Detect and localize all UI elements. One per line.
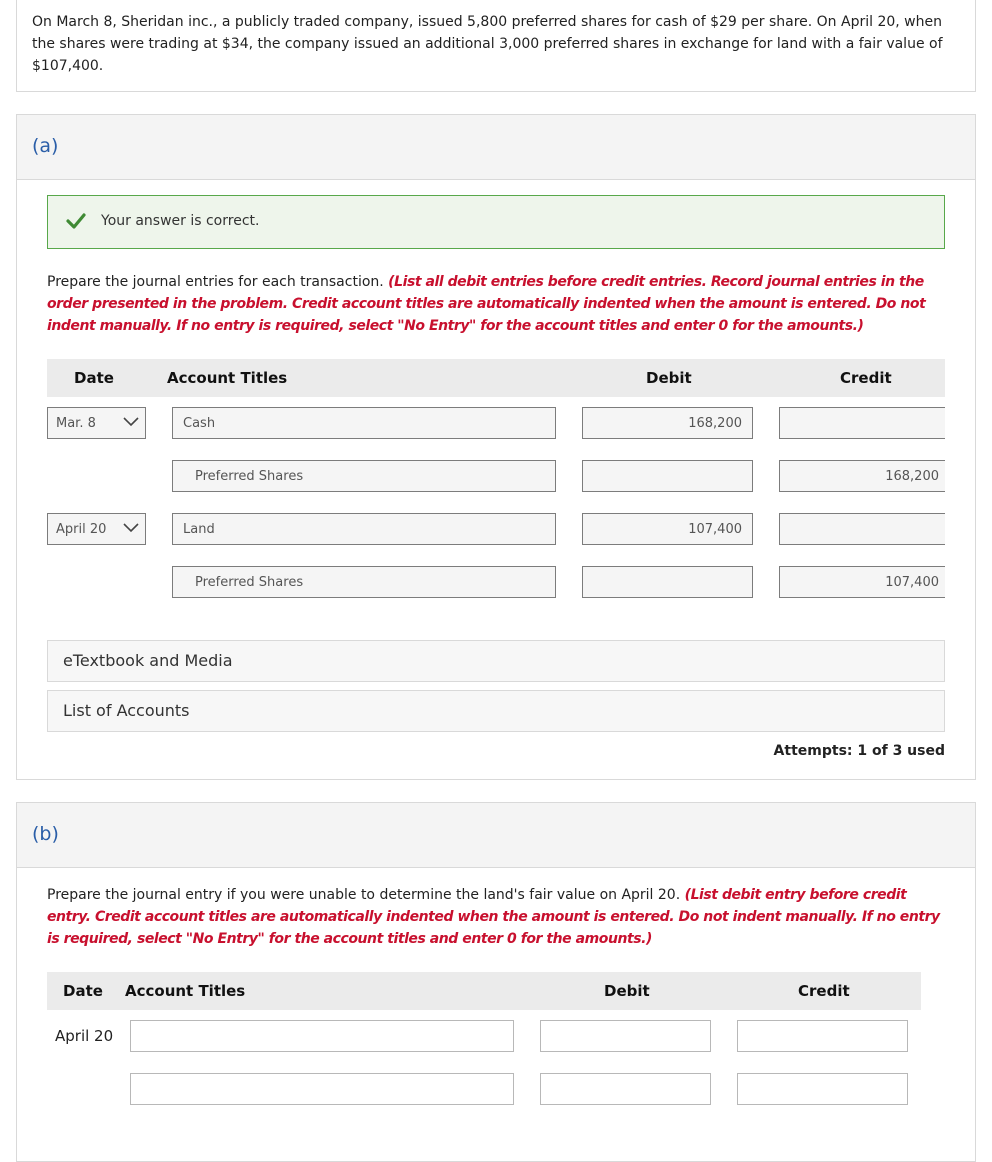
account-title-input[interactable]: Preferred Shares xyxy=(172,460,556,492)
part-a-header xyxy=(17,115,975,180)
header-account-titles: Account Titles xyxy=(125,982,246,1000)
account-title-input[interactable] xyxy=(130,1020,514,1052)
header-credit: Credit xyxy=(798,982,850,1000)
debit-input[interactable]: 107,400 xyxy=(582,513,753,545)
header-date: Date xyxy=(74,369,114,387)
debit-input[interactable] xyxy=(540,1020,711,1052)
date-select[interactable]: Mar. 8 xyxy=(47,407,146,439)
account-title-input[interactable] xyxy=(130,1073,514,1105)
debit-input[interactable] xyxy=(582,460,753,492)
part-a-label: (a) xyxy=(32,135,59,157)
header-debit: Debit xyxy=(646,369,692,387)
credit-input[interactable]: 107,400 xyxy=(779,566,945,598)
credit-input[interactable] xyxy=(779,407,945,439)
account-title-input[interactable]: Land xyxy=(172,513,556,545)
part-b-instructions: Prepare the journal entry if you were unable to determine the land's fair value on April 20. (List debit entry before credit entry. Credit account titles are automatically indented when the amount is entered. Do not indent manually. If no entry is required, select "No Entry" for the account titles and enter 0 for the amounts.) xyxy=(47,887,940,947)
etextbook-and-media-link[interactable]: eTextbook and Media xyxy=(47,640,945,682)
account-title-input[interactable]: Preferred Shares xyxy=(172,566,556,598)
debit-input[interactable] xyxy=(582,566,753,598)
correct-answer-text: Your answer is correct. xyxy=(101,213,260,229)
problem-statement: On March 8, Sheridan inc., a publicly traded company, issued 5,800 preferred shares for cash of $29 per share. On April 20, when the shares were trading at $34, the company issued an additional 3,000 preferred shares in exchange for land with a fair value of $107,400. xyxy=(32,14,943,74)
credit-input[interactable] xyxy=(737,1073,908,1105)
header-date: Date xyxy=(63,982,103,1000)
header-credit: Credit xyxy=(840,369,892,387)
credit-input[interactable] xyxy=(737,1020,908,1052)
part-a-instructions: Prepare the journal entries for each transaction. (List all debit entries before credit entries. Record journal entries in the order presented in the problem. Credit account titles are automatically indented when the amount is entered. Do not indent manually. If no entry is required, select "No Entry" for the account titles and enter 0 for the amounts.) xyxy=(47,274,926,334)
journal-table-header-b xyxy=(47,972,921,1010)
part-b-label: (b) xyxy=(32,823,59,845)
header-debit: Debit xyxy=(604,982,650,1000)
chevron-down-icon xyxy=(123,417,139,427)
attempts-counter: Attempts: 1 of 3 used xyxy=(773,743,945,759)
date-select[interactable]: April 20 xyxy=(47,513,146,545)
debit-input[interactable]: 168,200 xyxy=(582,407,753,439)
debit-input[interactable] xyxy=(540,1073,711,1105)
list-of-accounts-link[interactable]: List of Accounts xyxy=(47,690,945,732)
credit-input[interactable]: 168,200 xyxy=(779,460,945,492)
account-title-input[interactable]: Cash xyxy=(172,407,556,439)
date-label: April 20 xyxy=(55,1027,114,1045)
checkmark-icon xyxy=(66,211,86,231)
part-b-header xyxy=(17,803,975,868)
credit-input[interactable] xyxy=(779,513,945,545)
chevron-down-icon xyxy=(123,523,139,533)
journal-table-header xyxy=(47,359,945,397)
correct-answer-banner xyxy=(47,195,945,249)
header-account-titles: Account Titles xyxy=(167,369,288,387)
